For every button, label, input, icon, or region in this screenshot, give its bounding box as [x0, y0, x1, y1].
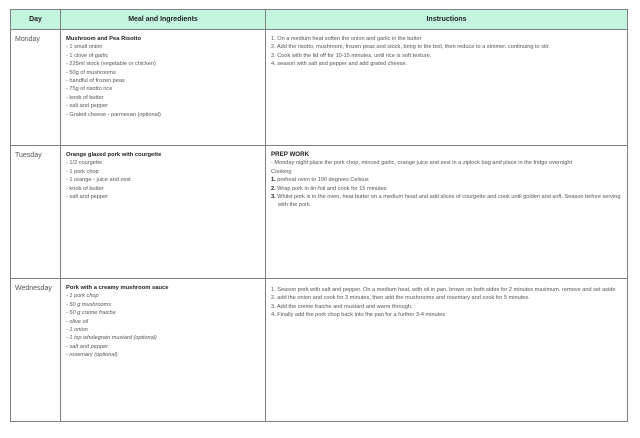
header-day: Day — [11, 10, 61, 30]
ingredient-list — [66, 43, 261, 119]
step-item: 1. Season pork with salt and pepper. On a medium heat, with oil in pan, brown on both sides for 2 minutes maximum. remove and set aside — [271, 287, 616, 293]
step-item: 1. preheat oven to 190 degrees Celsius — [271, 177, 369, 184]
day-cell: Wednesday — [11, 279, 61, 422]
ingredient-item: - 1 onion — [66, 327, 88, 334]
ingredient-item: - 1 pork chop — [66, 293, 99, 300]
ingredient-item: - 1 small onion — [66, 44, 103, 51]
meal-title: Mushroom and Pea Risotto — [66, 36, 142, 42]
table-row-tuesday — [11, 146, 628, 279]
step-item: 3. Whilst pork is in the oven, heat butter on a medium head and add slices of courgette and cook until golden and soft. Season before serving with the pork. — [271, 194, 621, 209]
prep-text: - Monday night place the pork chop, minced garlic, orange juice and zest in a ziplock bag and place in the fridge overnight — [271, 160, 572, 167]
ingredient-list — [66, 292, 261, 359]
ingredient-item: - olive oil — [66, 318, 89, 325]
meal-title: Orange glazed pork with courgette — [66, 152, 162, 158]
ingredient-item: - 50g of mushrooms — [66, 69, 116, 76]
meal-cell — [61, 279, 266, 422]
ingredient-item: - salt and pepper — [66, 343, 108, 350]
header-row — [11, 10, 628, 30]
step-item: 3. Cook with the lid off for 10-15 minutes, until rice is soft texture. — [271, 52, 432, 59]
step-item: 3. Add the creme fraiche and mustard and warm through. — [271, 303, 413, 310]
ingredient-item: - salt and pepper — [66, 103, 108, 110]
table-row-monday — [11, 30, 628, 146]
ingredient-item: - 75g of risotto rice — [66, 86, 113, 93]
ingredient-item: - knob of butter — [66, 185, 104, 192]
ingredient-item: - 1 pork chop — [66, 168, 99, 175]
header-meal: Meal and Ingredients — [61, 10, 266, 30]
ingredient-item: - knob of butter — [66, 94, 104, 101]
meal-title: Pork with a creamy mushroom sauce — [66, 285, 169, 291]
ingredient-item: - salt and pepper — [66, 194, 108, 201]
prep-title: PREP WORK — [271, 151, 310, 158]
instructions-cell — [266, 146, 628, 279]
ingredient-item: - Grated cheese - parmesan (optional) — [66, 111, 161, 118]
step-item: 2. add the onion and cook for 3 minutes, then add the mushrooms and rosemary and cook for 5 minutes. — [271, 295, 530, 302]
step-item: 2. Add the risotto, mushroom, frozen peas and stock, bring to the boil, then reduce to a simmer. continuing to stir. — [271, 44, 550, 51]
ingredient-item: - rosemary (optional) — [66, 352, 118, 359]
table-row-wednesday — [11, 279, 628, 422]
cooking-label: Cooking — [271, 168, 292, 175]
ingredient-item: - handful of frozen peas — [66, 78, 125, 85]
step-list — [271, 35, 623, 69]
ingredient-item: - 1 tsp wholegrain mustard (optional) — [66, 335, 157, 342]
ingredient-item: - 50 g mushrooms — [66, 301, 112, 308]
step-item: 2. Wrap pork in tin-foil and cook for 15 minutes — [271, 185, 387, 192]
ingredient-list — [66, 159, 261, 201]
ingredient-item: - 50 g creme fraiche — [66, 310, 116, 317]
instructions-cell — [266, 30, 628, 146]
ingredient-item: - 1/2 courgette — [66, 160, 103, 167]
day-cell: Tuesday — [11, 146, 61, 279]
instructions-cell — [266, 279, 628, 422]
header-instructions: Instructions — [266, 10, 628, 30]
ingredient-item: - 1 orange - juice and zest — [66, 177, 131, 184]
meal-cell — [61, 146, 266, 279]
ingredient-item: - 225ml stock (vegetable or chicken) — [66, 61, 156, 68]
meal-plan-table — [10, 9, 628, 422]
step-item: 1. On a medium heat soften the onion and garlic in the butter — [271, 36, 422, 42]
day-cell: Monday — [11, 30, 61, 146]
meal-cell — [61, 30, 266, 146]
step-item: 4. Finally add the pork chop back into the pan for a further 3-4 minutes — [271, 312, 446, 319]
step-list — [271, 286, 623, 320]
step-item: 4. season with salt and pepper and add grated cheese. — [271, 61, 408, 68]
ingredient-item: - 1 clove of garlic — [66, 52, 109, 59]
